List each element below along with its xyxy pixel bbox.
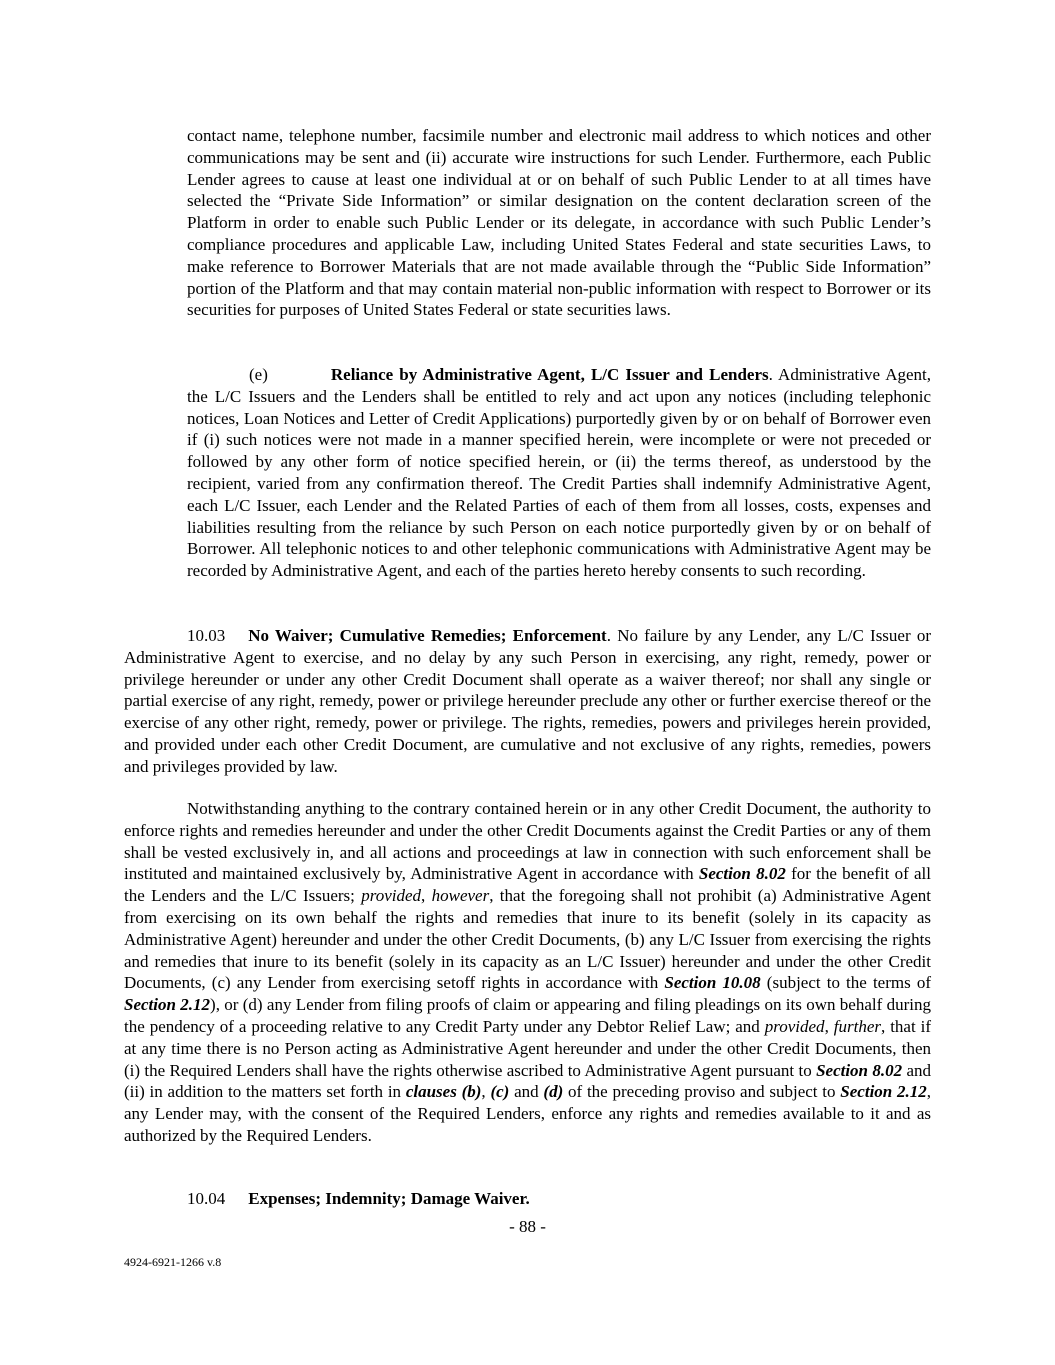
paragraph-notwithstanding (124, 798, 931, 1147)
section-number: 10.03 (187, 626, 226, 645)
text-run: ), or (d) any Lender from filing proofs of claim or appearing and filing pleadings on its own behalf during the pendency of a proceeding relative to any Credit Party under any Debtor Relief Law; and (124, 995, 931, 1036)
text-run: , (481, 1082, 491, 1102)
text-run: Notwithstanding anything to the contrary contained herein or in any other Credit Document, the authority to enforce rights and remedies hereunder and under the other Credit Documents against the Credit Parties or any of them shall be vested exclusively in, and all actions and proceedings at law in connection with such enforcement shall be instituted and maintained exclusively by, Administrative Agent in accordance with (124, 799, 931, 884)
paragraph-text: contact name, telephone number, facsimile number and electronic mail address to which notices and other communications may be sent and (ii) accurate wire instructions for such Lender. Furthermore, each Public Lender agrees to cause at least one individual at or on behalf of such Public Lender to at all times have selected the “Private Side Information” or similar designation on the content declaration screen of the Platform in order to enable such Public Lender or its delegate, in accordance with such Public Lender’s compliance procedures and applicable Law, including United States Federal and state securities Laws, to make reference to Borrower Materials that are not made available through the “Public Side Information” portion of the Platform and that may contain material non-public information with respect to Borrower or its securities for purposes of United States Federal or state securities laws. (187, 126, 931, 320)
text-run: (subject to the terms of (760, 973, 931, 993)
text-run: for the benefit of all the Lenders and the L/C Issuers; (124, 864, 932, 906)
text-run: and (ii) in addition to the matters set forth in (124, 1060, 931, 1102)
page-number: - 88 - (509, 1217, 546, 1236)
section-10-03 (124, 625, 931, 778)
text-run: , any Lender may, with the consent of the Required Lenders, enforce any rights and remedies available to it and as authorized by the Required Lenders. (124, 1082, 932, 1145)
section-number: 10.04 (187, 1189, 226, 1208)
clause-heading: Reliance by Administrative Agent, L/C Issuer and Lenders (330, 365, 769, 384)
cross-reference: Section 10.08 (664, 973, 761, 993)
cross-reference: (d) (543, 1082, 564, 1102)
italic-term: further (833, 1016, 881, 1036)
text-run: , that the foregoing shall not prohibit (a) Administrative Agent from exercising on its own behalf the rights and remedies that inure to its benefit (solely in its capacity as Administrative Agent) hereunder and under the other Credit Documents, (b) any L/C Issuer from exercising the rights and remedies that inure to its benefit (solely in its capacity as an L/C Issuer) hereunder and under the other Credit Documents, (c) any Lender from exercising setoff rights in accordance with (124, 886, 931, 993)
paragraph-public-lender (187, 125, 931, 321)
section-10-04 (187, 1188, 530, 1210)
text-run: , (421, 886, 432, 906)
section-heading: No Waiver; Cumulative Remedies; Enforcement (248, 626, 607, 645)
paragraph-text: . No failure by any Lender, any L/C Issuer or Administrative Agent to exercise, and no delay by any such Person in exercising, any right, remedy, power or privilege hereunder or under any other Credit Document shall operate as a waiver thereof; nor shall any single or partial exercise of any right, remedy, power or privilege hereunder preclude any other or further exercise thereof or the exercise of any other right, remedy, power or privilege. The rights, remedies, powers and privileges herein provided, and provided under each other Credit Document, are cumulative and not exclusive of any rights, remedies, powers and privileges provided by law. (124, 626, 931, 776)
cross-reference: Section 2.12 (124, 995, 211, 1015)
italic-term: provided (764, 1016, 825, 1036)
italic-term: provided (361, 886, 422, 906)
cross-reference: clauses (b) (405, 1082, 482, 1102)
text-run: , that if at any time there is no Person acting as Administrative Agent hereunder and under the other Credit Documents, then (i) the Required Lenders shall have the rights otherwise ascribed to Administrative Agent pursuant to (124, 1016, 932, 1080)
paragraph-text: . Administrative Agent, the L/C Issuers and the Lenders shall be entitled to rely and act upon any notices (including telephonic notices, Loan Notices and Letter of Credit Applications) purportedly given by or on behalf of Borrower even if (i) such notices were not made in a manner specified herein, were incomplete or were not preceded or followed by any other form of notice specified herein, or (ii) the terms thereof, as understood by the recipient, varied from any confirmation thereof. The Credit Parties shall indemnify Administrative Agent, each L/C Issuer, each Lender and the Related Parties of each of them from all losses, costs, expenses and liabilities resulting from the reliance by such Person on each notice purportedly given by or on behalf of Borrower. All telephonic notices to and other telephonic communications with Administrative Agent may be recorded by Administrative Agent, and each of the parties hereto hereby consents to such recording. (187, 365, 932, 581)
section-heading: Expenses; Indemnity; Damage Waiver. (248, 1189, 530, 1208)
paragraph-reliance (187, 364, 931, 582)
text-run: and (509, 1082, 544, 1102)
italic-term: however (431, 886, 490, 906)
cross-reference: Section 2.12 (840, 1082, 927, 1102)
cross-reference: (c) (490, 1082, 510, 1102)
cross-reference: Section 8.02 (816, 1060, 903, 1080)
text-run: , (824, 1016, 834, 1036)
cross-reference: Section 8.02 (698, 864, 786, 884)
document-id: 4924-6921-1266 v.8 (124, 1255, 222, 1269)
clause-label: (e) (249, 365, 268, 384)
text-run: of the preceding proviso and subject to (563, 1082, 841, 1102)
